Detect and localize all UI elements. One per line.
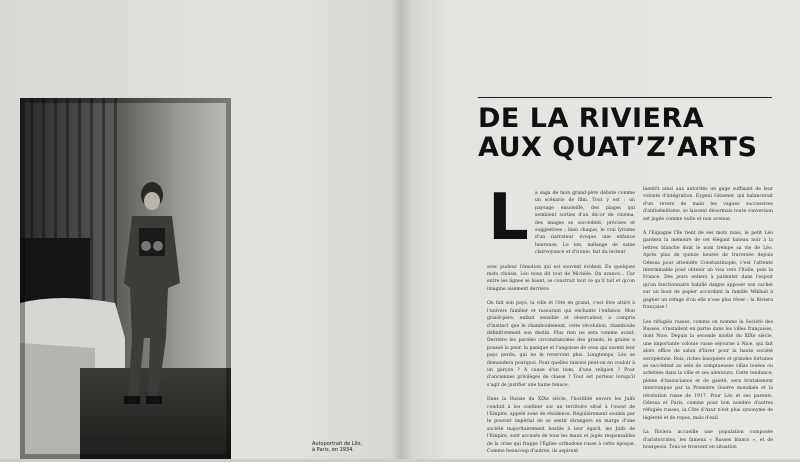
self-portrait-photo xyxy=(20,98,231,459)
paragraph: On fait son pays, la ville et l'été en grand, c'est être attiré à l'univers familier et rassurant qui enchante l'enfance. Mon grand-père, enfant sensible et observateur, a compris d'instinct que le chamboulement, cette révolution, chamboule définitivement son destin. Plus rien ne sera comme avant. Derrière les paroles circonstanciées des grands, le graine a poussé la peur, la panique et l'angoisse de ceux qui savent leur pays perdu, qui ne le reverront plus. Longtemps, Léo se demandera pourquoi. Pour quelles raisons peut-on en vouloir à un garçon ? À cause d'un nom, d'une religion ? Pour d'anciennes privilèges de classe ? Tout est porteur lorsqu'il s'agit de justifier une haine tenace. xyxy=(487,301,635,388)
paragraph: Les réfugiés russes, comme on nomme la Société des Russes, s'installent en partie dans les villes françaises, dont Nice. Depuis la seconde moitié du XIXe siècle, une importante colonie russe séjourne à Nice, qui fait alors office de salon d'hiver pour la haute société européenne. Rois, riches banquiers et grandes fortunes se succèdent au sein de somptueuses villas louées ou achetées dans la ville et ses alentours. Cette tendance, pleine d'insouciance et de gaieté, sera brutalement interrompue par la Première Guerre mondiale et la révolution russe de 1917. Pour Léo et ses parents, Odessa et Paris, comme pour bon nombre d'autres réfugiés russes, la Côte d'Azur n'est plus synonyme de légèreté et de repos, mais d'exil. xyxy=(643,319,773,421)
text-column-2 xyxy=(643,186,773,458)
title-rule xyxy=(478,97,772,98)
title-line-1: DE LA RIVIERA xyxy=(478,103,705,134)
photo-illustration xyxy=(20,98,231,459)
caption-line-1: Autoportrait de Lilo, xyxy=(312,441,362,447)
paragraph: À l'Espagne l'île tient de ses mots mais, le petit Léo gardera la mémoire de cet élégant bateau noir à la lettres blanche dont le nom trempe sa vie de Léo. Après plus de quinze heures de traversée depuis Odessa pour atteindre Constantinople, c'est l'attente interminable pour obtenir un visa vers l'Italie, puis la France. Des jours entiers à patienter dans l'espoir qu'un fonctionnaire habillé daigne apposer son cachet sur un bout de papier accordant la famille Mikhail à gagner un refuge d'où elle n'ose plus rêver : la Riviera française ! xyxy=(643,231,773,311)
title-line-2: AUX QUAT’Z’ARTS xyxy=(478,132,758,163)
lead-paragraph-tail: avec pudeur l'émotion qui est souvent évident. En quelques mots choisis, Léo nous dit tout de Michèle. On avance... Car entre les lignes se lisent, se construit tout ce qu'il tait et qu'on imagine aisément derrière. xyxy=(487,264,635,292)
page-gutter xyxy=(392,0,410,459)
lead-paragraph: a saga de mon grand-père débute comme un scénario de film. Tout y est : un paysage ensoleillé, des plages qui semblent sorties d'un décor de cinéma, des images se succèdent, précises et suggestives ; bien chaque, le vrai lyrisme d'un narrateur évoque une enfance heureuse. Le ton, mélange de saine clairvoyance et d'ironie, fait du lecteur xyxy=(535,191,635,256)
photo-caption xyxy=(312,441,382,453)
drop-cap: L xyxy=(488,181,529,255)
paragraph: bientôt ainsi aux autorités un gage suffisant de leur volonté d'intégration. Eygeni Gitzener, qui balancerait d'un revers de main les vagues successives d'antisémitisme, se laissent désormais toute conversion est jugée comme nulle et non avenue. xyxy=(643,187,774,222)
caption-line-2: à Paris, en 1934. xyxy=(312,447,354,453)
paragraph: Dans la Russie du XIXe siècle, l'hostilité envers les Juifs conduit à les confiner sur un territoire situé à l'ouest de l'Empire, appelé zone de résidence. Régulièrement soumis par le pouvoir impérial de se sentir étrangers en marge d'une société majoritairement hostile à leur égard, les Juifs de l'Empire, sont accusés de tous les maux et jugés responsables de la crise qui frappe l'Église orthodoxe russe à cette époque. Comme beaucoup d'autres, ils aspirent xyxy=(487,397,635,454)
article-title xyxy=(478,104,757,162)
text-column-1 xyxy=(487,181,635,462)
paragraph: La Riviera accueille une population composée d'aristocrates, les fameux « Russes blancs », et de bourgeois. Tous se trouvent en situation xyxy=(643,430,773,450)
